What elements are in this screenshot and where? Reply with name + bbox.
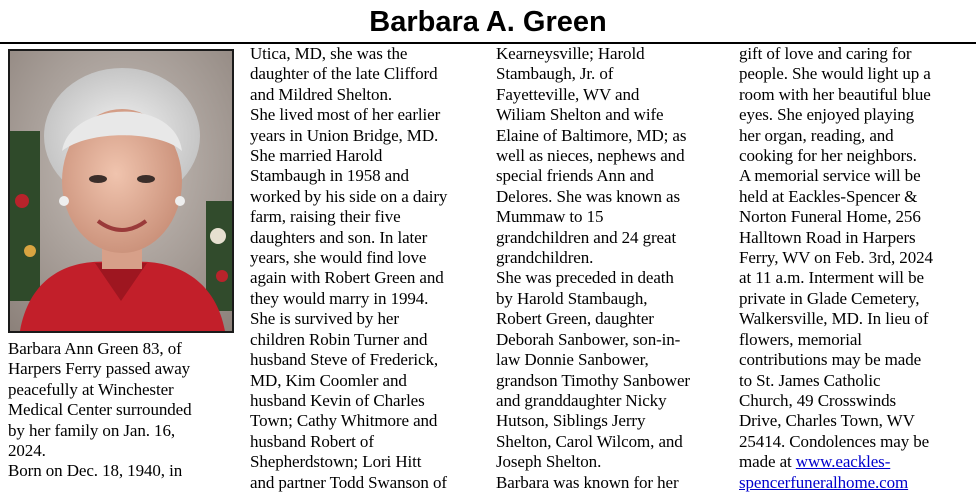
obituary-paragraph: She lived most of her earlier years in Union Bridge, MD. She married Harold Stambaugh in 1958 and worked by his side on a dairy farm, raising their five daughters and son. In later years, she would find love again with Robert Green and they would marry in 1994. bbox=[250, 105, 448, 308]
condolences-text: A memorial service will be held at Eackles-Spencer & Norton Funeral Home, 256 Halltown Road in Harpers Ferry, WV on Feb. 3rd, 2024 at 11 a.m. Interment will be private in Glade Cemetery, Walkersville, MD. In lieu of flowers, memorial contributions may be made to St. James Catholic Church, 49 Crosswinds Drive, Charles Town, WV 25414. Condolences may be made at bbox=[739, 166, 933, 472]
obituary-paragraph: She is survived by her children Robin Turner and husband Steve of Frederick, MD, Kim Coomler and husband Kevin of Charles Town; Cathy Whitmore and husband Robert of Shepherdstown; Lori Hitt and partner Todd Swanson of bbox=[250, 309, 447, 492]
column-2 bbox=[250, 44, 486, 493]
column-3 bbox=[496, 44, 732, 493]
obituary-paragraph: Barbara was known for her bbox=[496, 472, 679, 492]
obituary-paragraph: gift of love and caring for people. She would light up a room with her beautiful blue eyes. She enjoyed playing her organ, reading, and cooking for her neighbors. bbox=[739, 44, 931, 166]
obituary-paragraph: Born on Dec. 18, 1940, in bbox=[8, 461, 183, 481]
obituary-paragraph: Utica, MD, she was the daughter of the late Clifford and Mildred Shelton. bbox=[250, 44, 438, 104]
portrait-photo-icon bbox=[10, 51, 232, 331]
obituary-paragraph: Kearneysville; Harold Stambaugh, Jr. of Fayetteville, WV and Wiliam Shelton and wife Elaine of Baltimore, MD; as well as nieces, nephews and special friends Ann and Delores. She was known as Mummaw to 15 grandchildren and 24 great grandchildren. bbox=[496, 44, 687, 268]
column-1 bbox=[8, 339, 240, 482]
obituary-paragraph: She was preceded in death by Harold Stambaugh, Robert Green, daughter Deborah Sanbower, son-in- law Donnie Sanbower, grandson Timothy Sanbower and granddaughter Nicky Hutson, Siblings Jerry Shelton, Carol Wilcom, and Joseph Shelton. bbox=[496, 268, 690, 472]
portrait-photo bbox=[8, 49, 234, 333]
obituary-paragraph bbox=[739, 166, 973, 493]
obituary-paragraph: Barbara Ann Green 83, of Harpers Ferry passed away peacefully at Winchester Medical Center surrounded by her family on Jan. 16, 2024. bbox=[8, 339, 192, 461]
link-part-1: www.eackles- bbox=[795, 452, 891, 472]
column-4 bbox=[739, 44, 973, 493]
link-part-2: spencerfuneralhome.com bbox=[739, 472, 909, 492]
obituary-title: Barbara A. Green bbox=[369, 6, 607, 38]
